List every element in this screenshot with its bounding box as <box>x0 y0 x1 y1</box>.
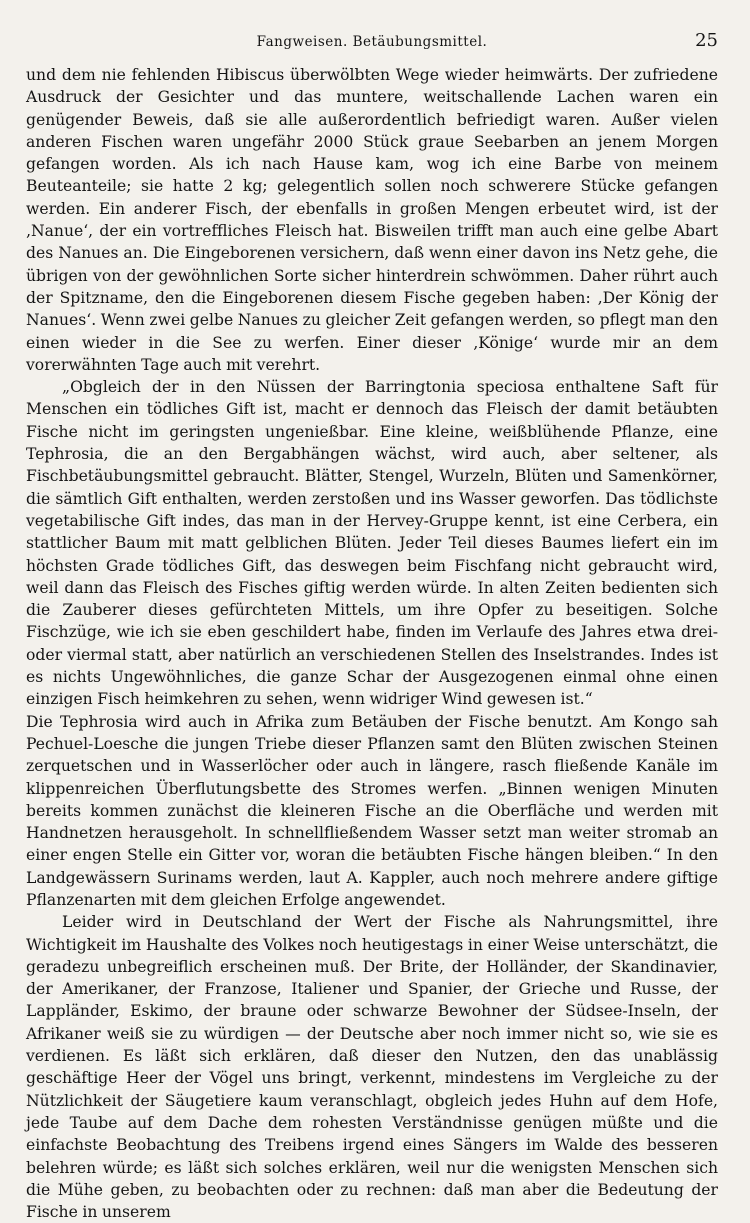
paragraph-continuation: und dem nie fehlenden Hibiscus überwölbten Wege wieder heimwärts. Der zufriedene Ausdruck der Gesichter und das muntere, weitschallende Lachen waren ein genügender Beweis, daß sie alle außerordentlich befriedigt waren. Außer vielen anderen Fischen waren ungefähr 2000 Stück graue Seebarben an jenem Morgen gefangen worden. Als ich nach Hause kam, wog ich eine Barbe von meinem Beuteanteile; sie hatte 2 kg; gelegentlich sollen noch schwerere Stücke gefangen werden. Ein anderer Fisch, der ebenfalls in großen Mengen erbeutet wird, ist der ‚Nanue‘, der ein vortreffliches Fleisch hat. Bisweilen trifft man auch eine gelbe Abart des Nanues an. Die Eingeborenen versichern, daß wenn einer davon ins Netz gehe, die übrigen von der gewöhnlichen Sorte sicher hinterdrein schwömmen. Daher rührt auch der Spitzname, den die Eingeborenen diesem Fische gegeben haben: ‚Der König der Nanues‘. Wenn zwei gelbe Nanues zu gleicher Zeit gefangen werden, so pflegt man den einen wieder in die See zu werfen. Einer dieser ‚Könige‘ wurde mir an dem vorerwähnten Tage auch mit verehrt. <box>26 66 718 374</box>
paragraph-quotation: „Obgleich der in den Nüssen der Barringtonia speciosa enthaltene Saft für Menschen ein tödliches Gift ist, macht er dennoch das Fleisch der damit betäubten Fische nicht im geringsten ungenießbar. Eine kleine, weißblühende Pflanze, eine Tephrosia, die an den Bergabhängen wächst, wird auch, aber seltener, als Fischbetäubungsmittel gebraucht. Blätter, Stengel, Wurzeln, Blüten und Samenkörner, die sämtlich Gift enthalten, werden zerstoßen und ins Wasser geworfen. Das tödlichste vegetabilische Gift indes, das man in der Hervey-Gruppe kennt, ist eine Cerbera, ein stattlicher Baum mit matt gelblichen Blüten. Jeder Teil dieses Baumes liefert ein im höchsten Grade tödliches Gift, das deswegen beim Fischfang nicht gebraucht wird, weil dann das Fleisch des Fisches giftig werden würde. In alten Zeiten bedienten sich die Zauberer dieses gefürchteten Mittels, um ihre Opfer zu beseitigen. Solche Fischzüge, wie ich sie eben geschildert habe, finden im Verlaufe des Jahres etwa drei- oder viermal statt, aber natürlich an verschiedenen Stellen des Inselstrandes. Indes ist es nichts Ungewöhnliches, die ganze Schar der Ausgezogenen einmal ohne einen einzigen Fisch heimkehren zu sehen, wenn widriger Wind gewesen ist.“ <box>26 378 718 709</box>
page-header <box>26 28 718 64</box>
paragraph-fish-value: Leider wird in Deutschland der Wert der Fische als Nahrungsmittel, ihre Wichtigkeit im Haushalte des Volkes noch heutigestags in einer Weise unterschätzt, die geradezu unbegreiflich erscheinen muß. Der Brite, der Holländer, der Skandinavier, der Amerikaner, der Franzose, Italiener und Spanier, der Grieche und Russe, der Lappländer, Eskimo, der braune oder schwarze Bewohner der Südsee-Inseln, der Afrikaner weiß sie zu würdigen — der Deutsche aber noch immer nicht so, wie sie es verdienen. Es läßt sich erklären, daß dieser den Nutzen, den das unablässig geschäftige Heer der Vögel uns bringt, verkennt, mindestens im Vergleiche zu der Nützlichkeit der Säugetiere kaum veranschlagt, obgleich jedes Huhn auf dem Hofe, jede Taube auf dem Dache dem rohesten Verständnisse genügen müßte und die einfachste Beobachtung des Treibens irgend eines Sängers im Walde des besseren belehren würde; es läßt sich solches erklären, weil nur die wenigsten Menschen sich die Mühe geben, zu beobachten oder zu rechnen: daß man aber die Bedeutung der Fische in unserem <box>26 913 718 1222</box>
body-text <box>26 64 718 1223</box>
paragraph-tephrosia: Die Tephrosia wird auch in Afrika zum Betäuben der Fische benutzt. Am Kongo sah Pechuel-Loesche die jungen Triebe dieser Pflanzen samt den Blüten zwischen Steinen zerquetschen und in Wasserlöcher oder auch in längere, rasch fließende Kanäle im klippenreichen Überflutungsbette des Stromes werfen. „Binnen wenigen Minuten bereits kommen zunächst die kleineren Fische an die Oberfläche und werden mit Handnetzen herausgeholt. In schnellfließendem Wasser setzt man weiter stromab an einer engen Stelle ein Gitter vor, woran die betäubten Fische hängen bleiben.“ In den Landgewässern Surinams werden, laut A. Kappler, auch noch mehrere andere giftige Pflanzenarten mit dem gleichen Erfolge angewendet. <box>26 712 718 909</box>
page-number: 25 <box>695 30 718 51</box>
running-head: Fangweisen. Betäubungsmittel. <box>256 34 488 50</box>
